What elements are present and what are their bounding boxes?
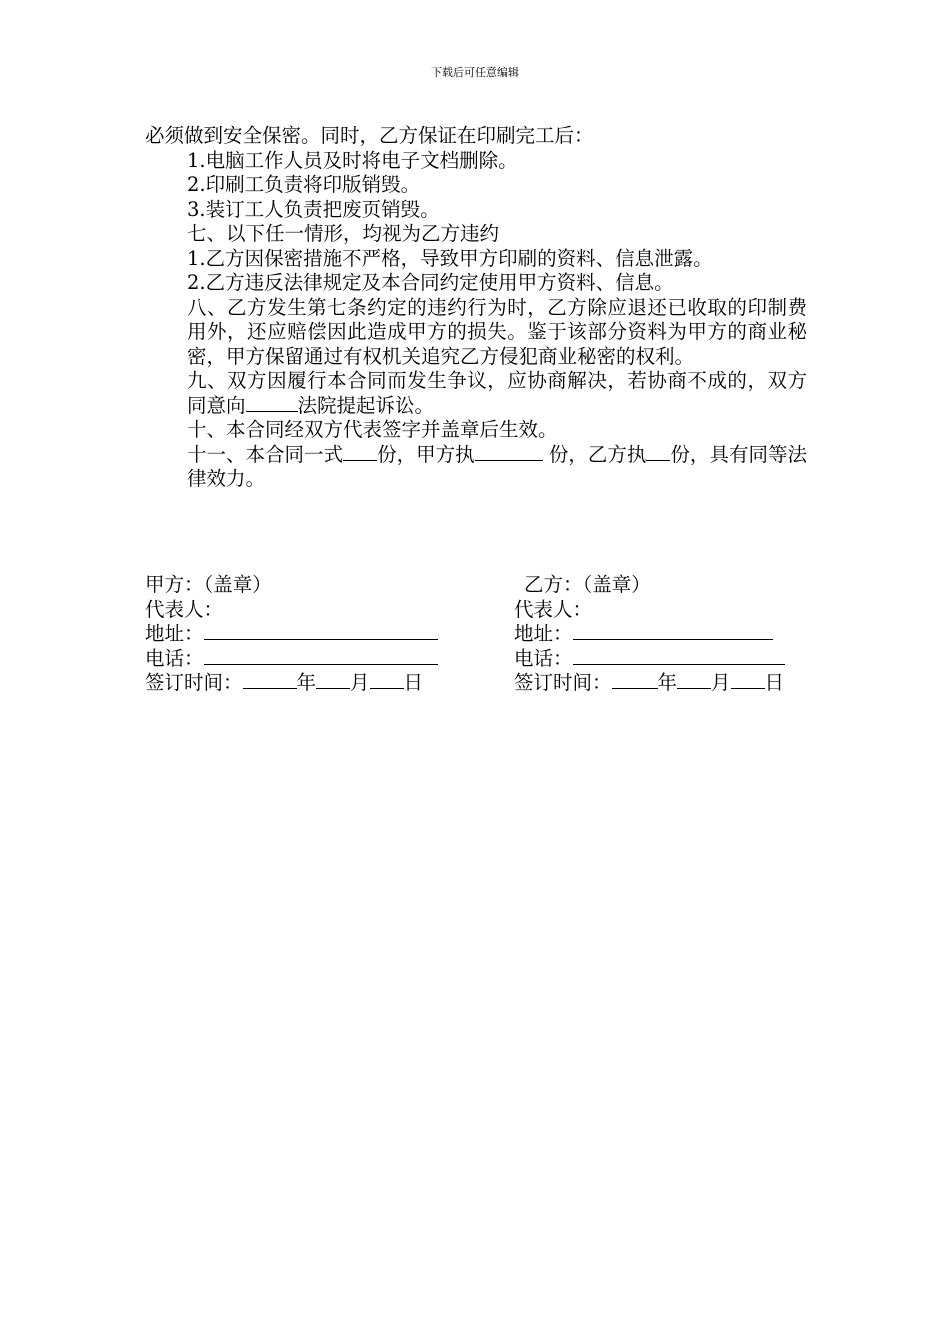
list-item: 2.乙方违反法律规定及本合同约定使用甲方资料、信息。: [187, 271, 674, 294]
day-blank: [370, 687, 404, 689]
party-b-date: [514, 671, 785, 696]
address-blank: [573, 638, 773, 640]
clause-9-tail: 法院提起诉讼。: [297, 393, 435, 417]
list-item: 1.乙方因保密措施不严格，导致甲方印刷的资料、信息泄露。: [187, 246, 713, 270]
clause-11-text: 份，具有同等法律效力。: [187, 442, 807, 490]
party-b-signature: [514, 573, 785, 696]
party-b-address: [514, 622, 785, 647]
court-blank: [246, 410, 298, 412]
clause-7-heading: 七、以下任一情形，均视为乙方违约: [187, 222, 500, 245]
party-a-phone: [145, 647, 438, 672]
phone-label: 电话：: [514, 646, 573, 670]
clause-11: [145, 443, 807, 492]
year-label: 年: [296, 671, 317, 694]
month-label: 月: [350, 671, 370, 694]
contract-body: [145, 124, 807, 492]
party-a-title: 甲方：（盖章）: [145, 573, 272, 596]
clause-9: [145, 369, 807, 418]
list-item: 3.装订工人负责把废页销毁。: [187, 197, 440, 221]
year-label: 年: [657, 671, 678, 694]
clause-11-text: 十一、本合同一式: [187, 442, 344, 466]
copies-b-blank: [646, 459, 670, 461]
list-item: 2.印刷工负责将印版销毁。: [187, 173, 421, 196]
address-blank: [204, 638, 438, 640]
day-label: 日: [764, 671, 785, 694]
month-blank: [316, 687, 350, 689]
year-blank: [612, 687, 658, 689]
party-b-phone: [514, 647, 785, 672]
day-label: 日: [403, 671, 424, 694]
list-item: 1.电脑工作人员及时将电子文档删除。: [187, 148, 518, 172]
party-a-rep: 代表人：: [145, 597, 224, 621]
phone-label: 电话：: [145, 646, 204, 670]
address-label: 地址：: [145, 622, 204, 645]
party-b-rep: 代表人：: [514, 597, 593, 621]
date-label: 签订时间：: [514, 671, 612, 694]
clause-11-text: 份，甲方执: [377, 442, 475, 466]
month-label: 月: [711, 671, 731, 694]
clause-8: 八、乙方发生第七条约定的违约行为时，乙方除应退还已收取的印制费用外，还应赔偿因此造成甲方的损失。鉴于该部分资料为甲方的商业秘密，甲方保留通过有权机关追究乙方侵犯商业秘密的权利。: [187, 295, 807, 368]
phone-blank: [204, 663, 438, 665]
party-a-date: [145, 671, 438, 696]
party-a-signature: [145, 573, 438, 696]
phone-blank: [573, 663, 785, 665]
date-label: 签订时间：: [145, 671, 243, 694]
copies-total-blank: [343, 459, 377, 461]
clause-10: 十、本合同经双方代表签字并盖章后生效。: [187, 418, 558, 441]
month-blank: [677, 687, 711, 689]
paragraph-confidentiality: 必须做到安全保密。同时，乙方保证在印刷完工后：: [145, 124, 594, 147]
copies-a-blank: [475, 459, 543, 461]
page-header: 下载后可任意编辑: [431, 66, 519, 79]
address-label: 地址：: [514, 622, 573, 645]
day-blank: [731, 687, 765, 689]
party-b-title: 乙方：（盖章）: [524, 573, 651, 596]
clause-11-text: 份，乙方执: [542, 442, 647, 466]
party-a-address: [145, 622, 438, 647]
year-blank: [243, 687, 297, 689]
clause-9-text: 九、双方因履行本合同而发生争议，应协商解决，若协商不成的，双方同意向: [187, 369, 807, 417]
